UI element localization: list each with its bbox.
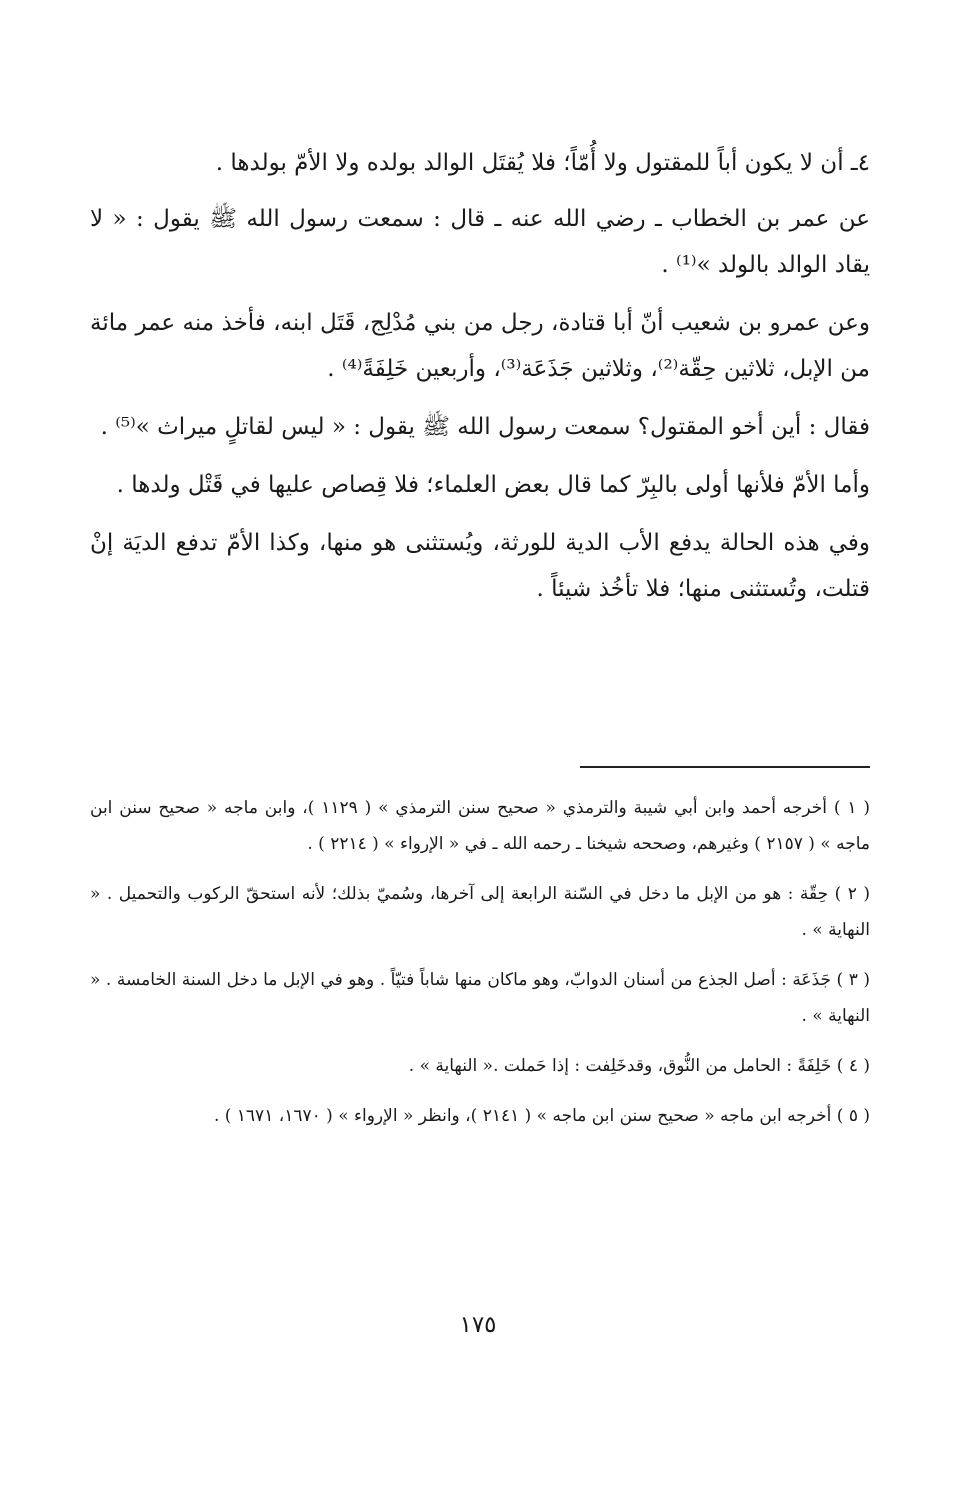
- footnote-5: ( ٥ ) أخرجه ابن ماجه « صحيح سنن ابن ماجه » ( ٢١٤١ )، وانظر « الإرواء » ( ١٦٧٠، ١٦٧١ ) .: [213, 1106, 870, 1126]
- diya-paragraph: وفي هذه الحالة يدفع الأب الدية للورثة، ويُستثنى هو منها، وكذا الأمّ تدفع الديَة إنْ قتلت، وتُستثنى منها؛ فلا تأخُذ شيئاً .: [90, 530, 870, 602]
- page-number: ١٧٥: [459, 1312, 497, 1338]
- condition-4-paragraph: ٤ـ أن لا يكون أباً للمقتول ولا أُمّاً؛ فلا يُقتَل الوالد بولده ولا الأمّ بولدها .: [215, 150, 870, 176]
- main-text: [90, 140, 870, 612]
- mother-paragraph: وأما الأمّ فلأنها أولى بالبِرّ كما قال بعض العلماء؛ فلا قِصاص عليها في قَتْل ولدها .: [116, 472, 870, 498]
- footnote-3: ( ٣ ) جَذَعَة : أصل الجذع من أسنان الدوابّ، وهو ماكان منها شاباً فتيّاً . وهو في الإبل ما دخل السنة الخامسة . « النهاية » .: [90, 970, 870, 1026]
- brother-of-slain-paragraph: فقال : أين أخو المقتول؟ سمعت رسول الله ﷺ يقول : « ليس لقاتلٍ ميراث »⁽⁵⁾ .: [100, 414, 870, 440]
- footnote-2: ( ٢ ) حِقّة : هو من الإبل ما دخل في السّنة الرابعة إلى آخرها، وسُميّ بذلك؛ لأنه استحقّ الركوب والتحميل . « النهاية » .: [90, 884, 870, 940]
- hadith-umar-paragraph: عن عمر بن الخطاب ـ رضي الله عنه ـ قال : سمعت رسول الله ﷺ يقول : « لا يقاد الوالد بالولد »⁽¹⁾ .: [90, 206, 870, 278]
- amr-ibn-shuayb-paragraph: وعن عمرو بن شعيب أنّ أبا قتادة، رجل من بني مُدْلِج، قَتَل ابنه، فأخذ منه عمر مائة من الإبل، ثلاثين حِقّة⁽²⁾، وثلاثين جَذَعَة⁽³⁾، وأربعين خَلِفَةً⁽⁴⁾ .: [90, 310, 870, 382]
- footnote-separator: [580, 766, 870, 768]
- footnote-1: ( ١ ) أخرجه أحمد وابن أبي شيبة والترمذي « صحيح سنن الترمذي » ( ١١٢٩ )، وابن ماجه « صحيح سنن ابن ماجه » ( ٢١٥٧ ) وغيرهم، وصححه شيخنا ـ رحمه الله ـ في « الإرواء » ( ٢٢١٤ ) .: [90, 798, 870, 854]
- footnotes: [90, 790, 870, 1148]
- page-content: [90, 140, 870, 1126]
- footnote-4: ( ٤ ) خَلِفَةً : الحامل من النُّوق، وقدخَلِفت : إذا حَملت .« النهاية » .: [408, 1056, 870, 1076]
